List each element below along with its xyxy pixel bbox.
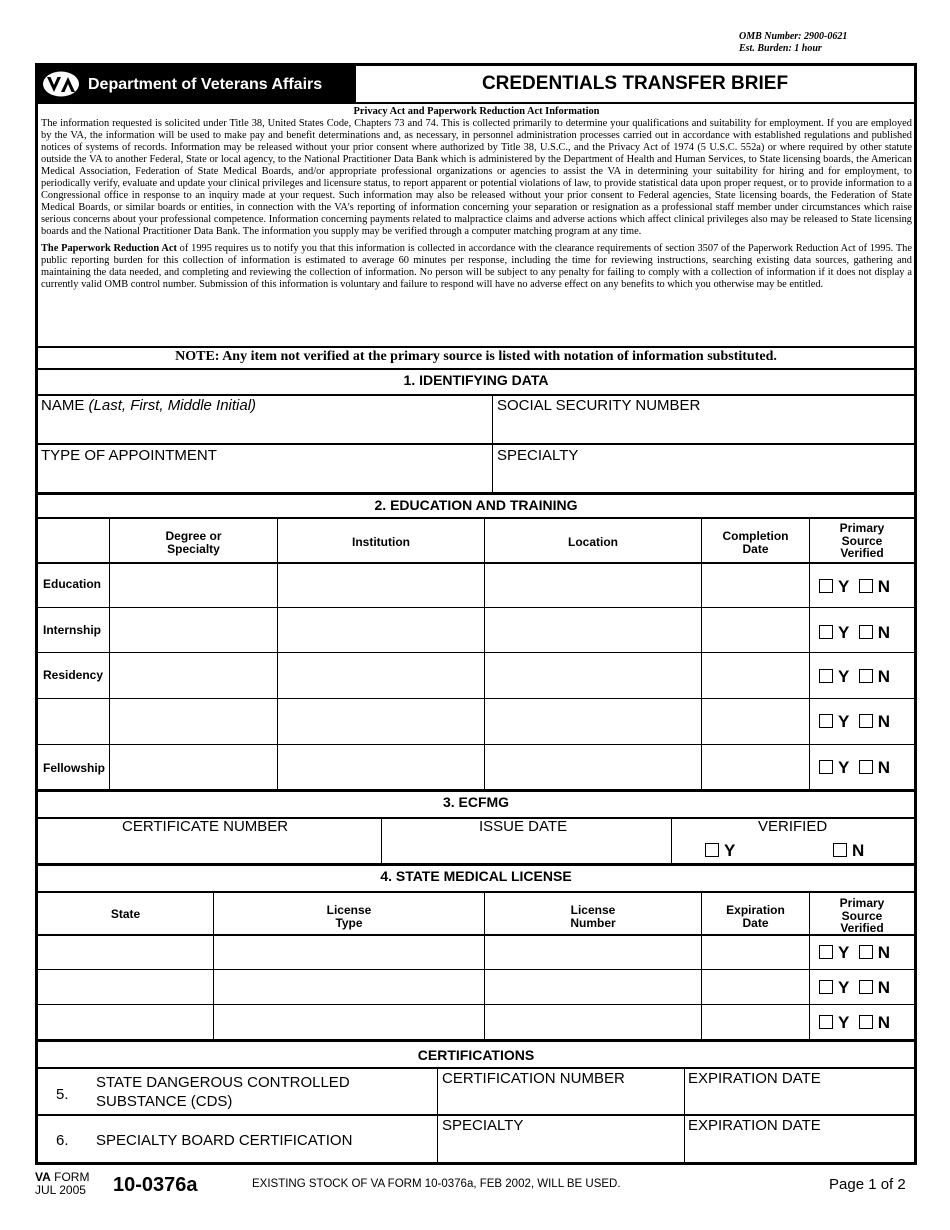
no-checkbox[interactable]	[859, 625, 873, 639]
no-checkbox[interactable]	[833, 843, 847, 857]
specialty-field[interactable]: SPECIALTY	[497, 447, 579, 464]
item-5-number: 5.	[56, 1086, 69, 1103]
yes-checkbox[interactable]	[819, 579, 833, 593]
stock-note: EXISTING STOCK OF VA FORM 10-0376a, FEB 2002, WILL BE USED.	[252, 1178, 621, 1190]
divider	[38, 969, 914, 970]
name-hint: (Last, First, Middle Initial)	[88, 397, 257, 414]
va-seal-icon	[42, 71, 80, 97]
divider	[38, 443, 914, 445]
col-verified: Primary Source Verified	[839, 521, 885, 560]
divider	[381, 818, 382, 864]
form-date: JUL 2005	[35, 1183, 86, 1197]
col-license-number: License Number	[570, 903, 616, 930]
no-checkbox[interactable]	[859, 669, 873, 683]
form-number: 10-0376a	[113, 1174, 198, 1196]
certificate-number-field[interactable]: CERTIFICATE NUMBER	[122, 818, 289, 835]
name-field[interactable]	[41, 397, 256, 414]
col-completion: Completion Date	[722, 529, 789, 556]
omb-info	[739, 31, 847, 55]
form-id	[35, 1171, 89, 1197]
ssn-field[interactable]: SOCIAL SECURITY NUMBER	[497, 397, 701, 414]
col-institution: Institution	[352, 535, 410, 549]
ecfmg-no: N	[833, 841, 864, 861]
col-state: State	[110, 907, 141, 921]
section-2-title: 2. EDUCATION AND TRAINING	[374, 497, 578, 513]
omb-number: OMB Number: 2900-0621	[739, 31, 848, 42]
issue-date-field[interactable]: ISSUE DATE	[479, 818, 568, 835]
section-1-title: 1. IDENTIFYING DATA	[403, 372, 549, 388]
divider	[38, 368, 914, 370]
divider	[38, 346, 914, 348]
yes-checkbox[interactable]	[819, 714, 833, 728]
yes-checkbox[interactable]	[819, 980, 833, 994]
paperwork-paragraph	[41, 243, 912, 291]
board-expiration-field[interactable]: EXPIRATION DATE	[688, 1117, 821, 1134]
verified-yn: Y N	[819, 758, 890, 778]
divider	[38, 1039, 914, 1042]
divider	[671, 818, 672, 864]
va-label: VA	[35, 1170, 51, 1184]
department-name: Department of Veterans Affairs	[88, 76, 323, 93]
est-burden: Est. Burden: 1 hour	[739, 43, 822, 54]
divider	[277, 518, 278, 790]
no-checkbox[interactable]	[859, 980, 873, 994]
divider	[38, 789, 914, 792]
appointment-field[interactable]: TYPE OF APPOINTMENT	[41, 447, 217, 464]
ecfmg-yes: Y	[705, 841, 735, 861]
item-6-label: SPECIALTY BOARD CERTIFICATION	[96, 1132, 353, 1149]
yes-checkbox[interactable]	[819, 945, 833, 959]
yes-checkbox[interactable]	[819, 625, 833, 639]
section-3-title: 3. ECFMG	[442, 794, 510, 810]
row-label-residency: Residency	[43, 668, 104, 682]
form-body	[35, 63, 917, 1165]
divider	[38, 1067, 914, 1069]
yes-checkbox[interactable]	[819, 1015, 833, 1029]
divider	[38, 1004, 914, 1005]
divider	[701, 518, 702, 790]
divider	[484, 518, 485, 790]
no-checkbox[interactable]	[859, 1015, 873, 1029]
divider	[38, 562, 914, 564]
row-label-education: Education	[43, 577, 102, 591]
paperwork-text: of 1995 requires us to notify you that this information is collected in accordance with the clearance requirements of section 3507 of the Paperwork Reduction Act of 1995. The public reporting burden for this collection of information is estimated to average 60 minutes per response, including the time for reviewing instructions, searching existing data sources, gathering and maintaining the data needed, and completing and reviewing the collection of information. No person will be subject to any penalty for failing to comply with a collection of information if it does not display a currently valid OMB control number. Submission of this information is voluntary and failure to respond will have no adverse effect on any benefits to which you otherwise may be entitled.	[41, 243, 912, 290]
col-license-type: License Type	[326, 903, 372, 930]
no-checkbox[interactable]	[859, 945, 873, 959]
privacy-notice	[41, 106, 912, 296]
divider	[38, 934, 914, 936]
divider	[38, 492, 914, 495]
no-checkbox[interactable]	[859, 760, 873, 774]
certifications-title: CERTIFICATIONS	[417, 1047, 535, 1063]
divider	[38, 607, 914, 608]
no-checkbox[interactable]	[859, 579, 873, 593]
name-label: NAME	[41, 397, 89, 414]
divider	[109, 518, 110, 790]
col-verified: Primary Source Verified	[839, 896, 885, 935]
verified-yn: Y N	[819, 667, 890, 687]
divider	[38, 863, 914, 866]
divider	[38, 744, 914, 745]
item-5-label: STATE DANGEROUS CONTROLLED SUBSTANCE (CDS)	[96, 1074, 350, 1110]
form-header	[38, 66, 914, 104]
col-location: Location	[568, 535, 618, 549]
verified-yn: Y N	[819, 577, 890, 597]
privacy-title: Privacy Act and Paperwork Reduction Act Information	[353, 106, 600, 117]
col-degree: Degree or Specialty	[165, 529, 222, 556]
item-6-number: 6.	[56, 1132, 69, 1149]
form-title: CREDENTIALS TRANSFER BRIEF	[481, 73, 789, 94]
va-logo-block	[38, 66, 356, 102]
form-label: FORM	[50, 1170, 90, 1184]
privacy-paragraph: The information requested is solicited under Title 38, United States Code, Chapters 73 and 74. This is collected primarily to determine your qualifications and suitability for employment. If you are employed by the VA, the information will be used to make pay and benefit determinations and, as necessary, in personnel administration processes carried out in accordance with established regulations and published notices of systems of records. Information may be released without your prior consent where authorized by Title 38, U.S.C., and the Privacy Act of 1974 (5 U.S.C. 552a) or where required by other statute outside the VA to another Federal, State or local agency, to the National Practitioner Data Bank which is administered by the Department of Health and Human Services, to State licensing boards, the American Medical Association, Federation of State Medical Boards, and/or appropriate professional organizations or agencies to assist the VA in determining your suitability for hiring and for employment, to periodically verify, evaluate and update your clinical privileges and licensure status, to report apparent or potential violations of law, to provide statistical data upon proper request, or to provide information to a Congressional office in response to an inquiry made at your request. Such information may also be released without your prior consent to Federal agencies, State licensing boards, the Federation of State Medical Boards, or similar boards or entities, in connection with the VA's reporting of information concerning your separation or resignation as a professional staff member under circumstances which raise serious concerns about your professional competence. Information concerning payments related to malpractice claims and adverse actions which affect clinical privileges also may be released to State licensing boards and the National Practitioner Data Bank. The information you supply may be verified through a computer matching program at any time.	[41, 118, 912, 237]
verified-yn: Y N	[819, 623, 890, 643]
col-expiration: Expiration Date	[726, 903, 785, 930]
divider	[38, 891, 914, 893]
certification-number-field[interactable]: CERTIFICATION NUMBER	[442, 1070, 625, 1087]
yes-checkbox[interactable]	[705, 843, 719, 857]
yes-checkbox[interactable]	[819, 760, 833, 774]
section-4-title: 4. STATE MEDICAL LICENSE	[380, 868, 572, 884]
page-number: Page 1 of 2	[829, 1176, 906, 1193]
no-checkbox[interactable]	[859, 714, 873, 728]
verified-yn: Y N	[819, 1013, 890, 1033]
cds-expiration-field[interactable]: EXPIRATION DATE	[688, 1070, 821, 1087]
paperwork-lead: The Paperwork Reduction Act	[41, 243, 177, 254]
yes-checkbox[interactable]	[819, 669, 833, 683]
divider	[38, 394, 914, 396]
row-label-internship: Internship	[43, 623, 102, 637]
board-specialty-field[interactable]: SPECIALTY	[442, 1117, 524, 1134]
note-text: NOTE: Any item not verified at the primary source is listed with notation of information substituted.	[175, 349, 777, 364]
verified-yn: Y N	[819, 978, 890, 998]
divider	[38, 517, 914, 519]
verified-label: VERIFIED	[758, 818, 828, 835]
row-label-fellowship: Fellowship	[43, 761, 106, 775]
verified-yn: Y N	[819, 943, 890, 963]
divider	[38, 652, 914, 653]
verified-yn: Y N	[819, 712, 890, 732]
divider	[38, 698, 914, 699]
divider	[38, 1114, 914, 1116]
